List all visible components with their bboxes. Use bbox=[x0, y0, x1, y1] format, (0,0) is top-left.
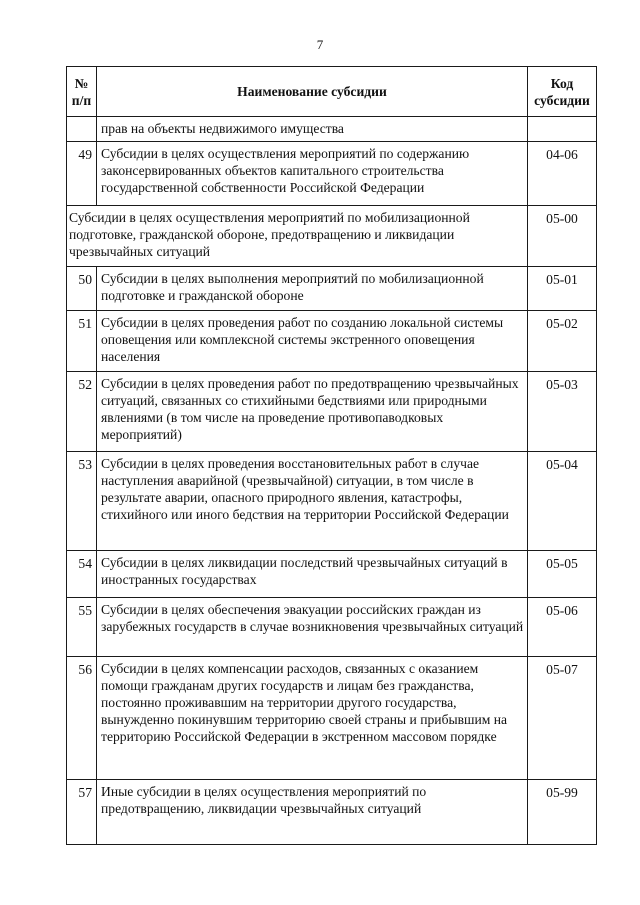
row-name: Субсидии в целях ликвидации последствий чрезвычайных ситуаций в иностранных государствах bbox=[97, 551, 528, 597]
header-code bbox=[528, 67, 597, 117]
row-code bbox=[528, 117, 597, 142]
row-code: 05-04 bbox=[528, 451, 597, 551]
row-name: Субсидии в целях выполнения мероприятий по мобилизационной подготовке и гражданской обороне bbox=[97, 267, 528, 311]
row-code: 05-07 bbox=[528, 657, 597, 780]
table-row bbox=[67, 657, 597, 780]
row-number bbox=[67, 117, 97, 142]
group-code: 05-00 bbox=[528, 205, 597, 267]
row-code: 05-06 bbox=[528, 597, 597, 657]
page-number: 7 bbox=[316, 37, 324, 52]
table-row bbox=[67, 780, 597, 845]
row-name: прав на объекты недвижимого имущества bbox=[97, 117, 528, 142]
table-row bbox=[67, 551, 597, 597]
row-code: 04-06 bbox=[528, 141, 597, 205]
row-name: Субсидии в целях обеспечения эвакуации российских граждан из зарубежных государств в случае возникновения чрезвычайных ситуаций bbox=[97, 597, 528, 657]
row-code: 05-05 bbox=[528, 551, 597, 597]
row-code: 05-01 bbox=[528, 267, 597, 311]
row-number: 53 bbox=[67, 451, 97, 551]
row-name: Субсидии в целях проведения работ по созданию локальной системы оповещения или комплексной системы экстренного оповещения населения bbox=[97, 311, 528, 372]
table-row bbox=[67, 311, 597, 372]
header-code-line1: Код bbox=[550, 75, 574, 91]
header-number-line1: № bbox=[74, 75, 89, 91]
table-row bbox=[67, 141, 597, 205]
table-row bbox=[67, 371, 597, 451]
header-number-line2: п/п bbox=[71, 92, 92, 108]
header-name: Наименование субсидии bbox=[97, 67, 528, 117]
row-name: Субсидии в целях осуществления мероприятий по содержанию законсервированных объектов капитального строительства государственной собственности Российской Федерации bbox=[97, 141, 528, 205]
row-name: Субсидии в целях проведения восстановительных работ в случае наступления аварийной (чрезвычайной) ситуации, в том числе в результате аварии, опасного природного явления, катастрофы, стихийного или иного бедствия на территории Российской Федерации bbox=[97, 451, 528, 551]
row-number: 56 bbox=[67, 657, 97, 780]
group-name: Субсидии в целях осуществления мероприятий по мобилизационной подготовке, гражданской обороне, предотвращению и ликвидации чрезвычайных ситуаций bbox=[67, 205, 528, 267]
row-name: Субсидии в целях компенсации расходов, связанных с оказанием помощи гражданам других государств и лицам без гражданства, постоянно проживавшим на территории другого государства, вынужденно покинувшим территорию своей страны и прибывшим на территорию Российской Федерации в экстренном массовом порядке bbox=[97, 657, 528, 780]
row-number: 55 bbox=[67, 597, 97, 657]
subsidy-table bbox=[66, 66, 597, 845]
continuation-row bbox=[67, 117, 597, 142]
header-code-line2: субсидии bbox=[534, 92, 590, 108]
row-code: 05-99 bbox=[528, 780, 597, 845]
row-number: 50 bbox=[67, 267, 97, 311]
row-number: 52 bbox=[67, 371, 97, 451]
row-name: Иные субсидии в целях осуществления мероприятий по предотвращению, ликвидации чрезвычайных ситуаций bbox=[97, 780, 528, 845]
table-row bbox=[67, 451, 597, 551]
table-row bbox=[67, 597, 597, 657]
header-number bbox=[67, 67, 97, 117]
row-number: 49 bbox=[67, 141, 97, 205]
row-number: 51 bbox=[67, 311, 97, 372]
row-number: 54 bbox=[67, 551, 97, 597]
row-code: 05-02 bbox=[528, 311, 597, 372]
table-row bbox=[67, 267, 597, 311]
row-code: 05-03 bbox=[528, 371, 597, 451]
row-name: Субсидии в целях проведения работ по предотвращению чрезвычайных ситуаций, связанных со стихийными бедствиями или природными явлениями (в том числе на проведение противопаводковых мероприятий) bbox=[97, 371, 528, 451]
table-header-row bbox=[67, 67, 597, 117]
group-row bbox=[67, 205, 597, 267]
row-number: 57 bbox=[67, 780, 97, 845]
